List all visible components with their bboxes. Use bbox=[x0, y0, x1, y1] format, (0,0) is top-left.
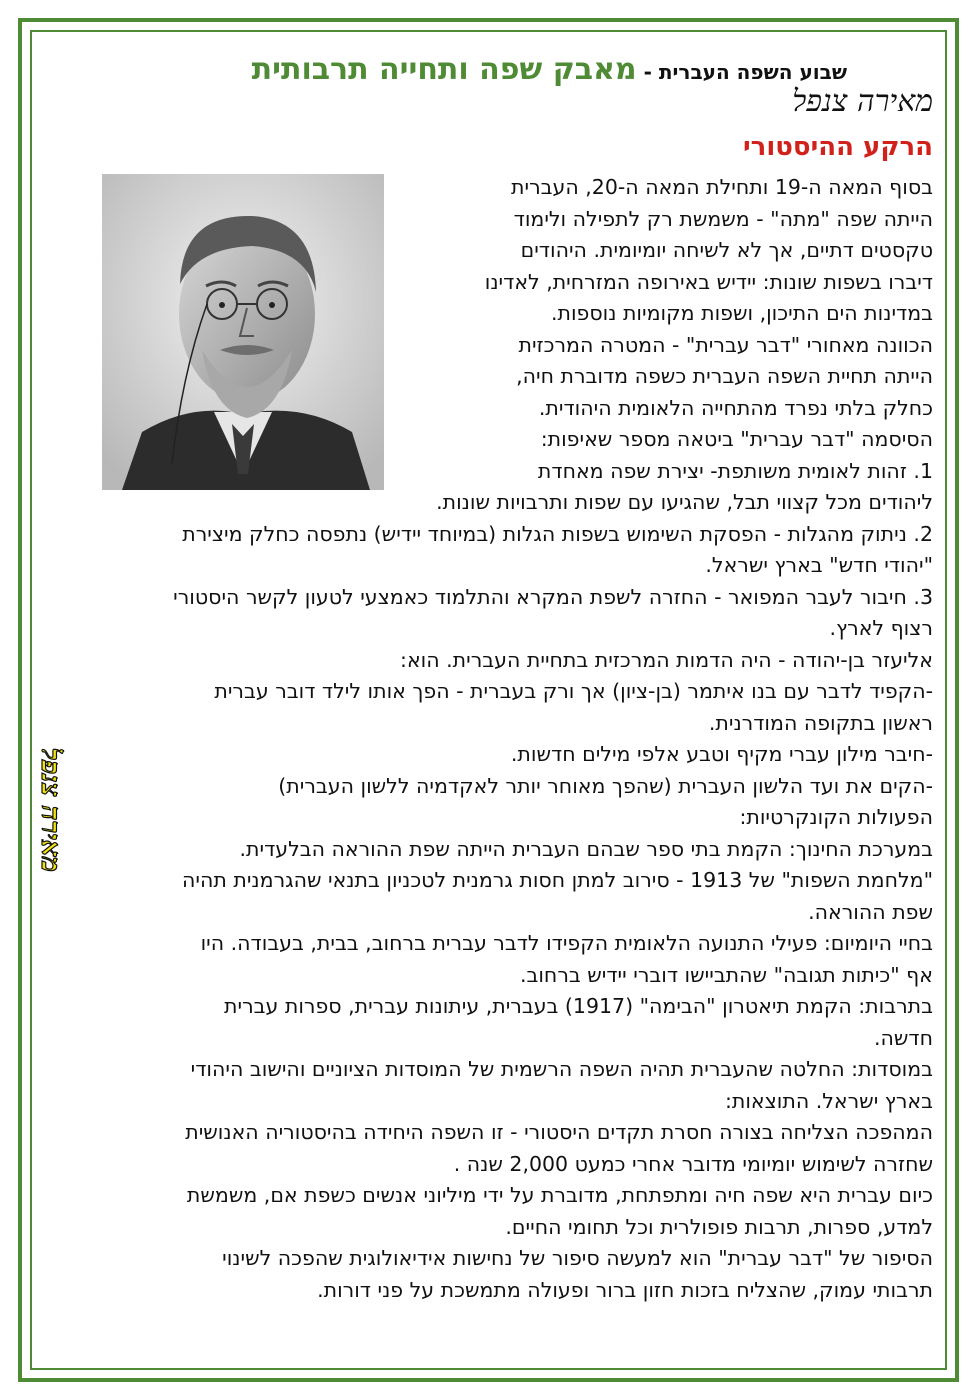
text-line: שפת ההוראה. bbox=[808, 899, 933, 924]
text-line: -הקים את ועד הלשון העברית (שהפך מאוחר יותר לאקדמיה ללשון העברית) bbox=[278, 773, 933, 798]
text-line: הסיפור של "דבר עברית" הוא למעשה סיפור של נחישות אידיאולוגית שהפכה לשינוי bbox=[222, 1246, 933, 1270]
text-line: הכוונה מאחורי "דבר עברית" - המטרה המרכזית bbox=[518, 332, 933, 357]
text-line: למדע, ספרות, תרבות פופולרית וכל תחומי החיים. bbox=[505, 1214, 933, 1239]
text-line: שחזרה לשימוש יומיומי מדובר אחרי כמעט 2,000 שנה . bbox=[453, 1151, 933, 1176]
author-signature: מאירה צנפל bbox=[792, 84, 933, 119]
text-line: -חיבר מילון עברי מקיף וטבע אלפי מילים חדשות. bbox=[510, 742, 933, 766]
text-line: הסיסמה "דבר עברית" ביטאה מספר שאיפות: bbox=[540, 427, 933, 451]
text-line: תרבותי עמוק, שהצליח בזכות חזון ברור ופעולה מתמשכת על פני דורות. bbox=[317, 1277, 933, 1302]
text-line: במוסדות: החלטה שהעברית תהיה השפה הרשמית של המוסדות הציוניים והישוב היהודי bbox=[190, 1057, 933, 1081]
text-line: "יהודי חדש" בארץ ישראל. bbox=[705, 553, 933, 577]
text-line: טקסטים דתיים, אך לא לשיחה יומיומית. היהודים bbox=[520, 238, 933, 262]
text-line: במדינות הים התיכון, ושפות מקומיות נוספות. bbox=[550, 301, 933, 325]
text-line: כיום עברית היא שפה חיה ומתפתחת, מדוברת על ידי מיליוני אנשים כשפת אם, משמשת bbox=[186, 1183, 933, 1207]
article-body bbox=[67, 172, 933, 1306]
text-line: בסוף המאה ה-19 ותחילת המאה ה-20, העברית bbox=[511, 175, 933, 199]
text-line: בחיי היומיום: פעילי התנועה הלאומית הקפידו לדבר עברית ברחוב, בבית, בעבודה. היו bbox=[200, 931, 933, 955]
title-main: מאבק שפה ותחייה תרבותית bbox=[251, 52, 637, 87]
side-signature-graphic bbox=[30, 725, 68, 895]
side-signature-text: מאירה צנפל bbox=[35, 747, 65, 873]
text-line: 3. חיבור לעבר המפואר - החזרה לשפת המקרא והתלמוד כאמצעי לטעון לקשר היסטורי bbox=[173, 584, 933, 609]
text-line: הייתה תחיית השפה העברית כשפה מדוברת חיה, bbox=[516, 364, 933, 388]
text-line: המהפכה הצליחה בצורה חסרת תקדים היסטורי - זו השפה היחידה בהיסטוריה האנושית bbox=[185, 1120, 933, 1144]
text-line: חדשה. bbox=[873, 1025, 933, 1050]
text-line: בארץ ישראל. התוצאות: bbox=[724, 1088, 933, 1113]
page-title bbox=[252, 52, 847, 87]
text-line: ראשון בתקופה המודרנית. bbox=[708, 710, 933, 735]
text-line: אליעזר בן-יהודה - היה הדמות המרכזית בתחיית העברית. הוא: bbox=[400, 647, 933, 672]
text-line: בתרבות: הקמת תיאטרון "הבימה" (1917) בעברית, עיתונות עברית, ספרות עברית bbox=[224, 994, 933, 1018]
section-heading: הרקע ההיסטורי bbox=[743, 132, 933, 162]
text-line: 2. ניתוק מהגלות - הפסקת השימוש בשפות הגלות (במיוחד יידיש) נתפסה כחלק מיצירת bbox=[182, 521, 933, 546]
text-line: 1. זהות לאומית משותפת- יצירת שפה מאחדת bbox=[537, 458, 933, 483]
title-prefix: שבוע השפה העברית - bbox=[636, 60, 847, 84]
text-line: הפעולות הקונקרטיות: bbox=[739, 805, 933, 829]
text-line: דיברו בשפות שונות: יידיש באירופה המזרחית, לאדינו bbox=[484, 269, 933, 294]
text-line: -הקפיד לדבר עם בנו איתמר (בן-ציון) אך ורק בעברית - הפך אותו לילד דובר עברית bbox=[214, 679, 933, 703]
text-line: הייתה שפה "מתה" - משמשת רק לתפילה ולימוד bbox=[513, 206, 933, 231]
text-line: ליהודים מכל קצווי תבל, שהגיעו עם שפות ותרבויות שונות. bbox=[436, 490, 933, 514]
text-line: במערכת החינוך: הקמת בתי ספר שבהם העברית הייתה שפת ההוראה הבלעדית. bbox=[239, 836, 933, 861]
text-line: "מלחמת השפות" של 1913 - סירוב למתן חסות גרמנית לטכניון בתנאי שהגרמנית תהיה bbox=[182, 868, 933, 892]
text-line: כחלק בלתי נפרד מהתחייה הלאומית היהודית. bbox=[538, 395, 933, 420]
text-line: רצוף לארץ. bbox=[829, 616, 933, 640]
text-line: אף "כיתות תגובה" שהתביישו דוברי יידיש ברחוב. bbox=[519, 962, 933, 987]
